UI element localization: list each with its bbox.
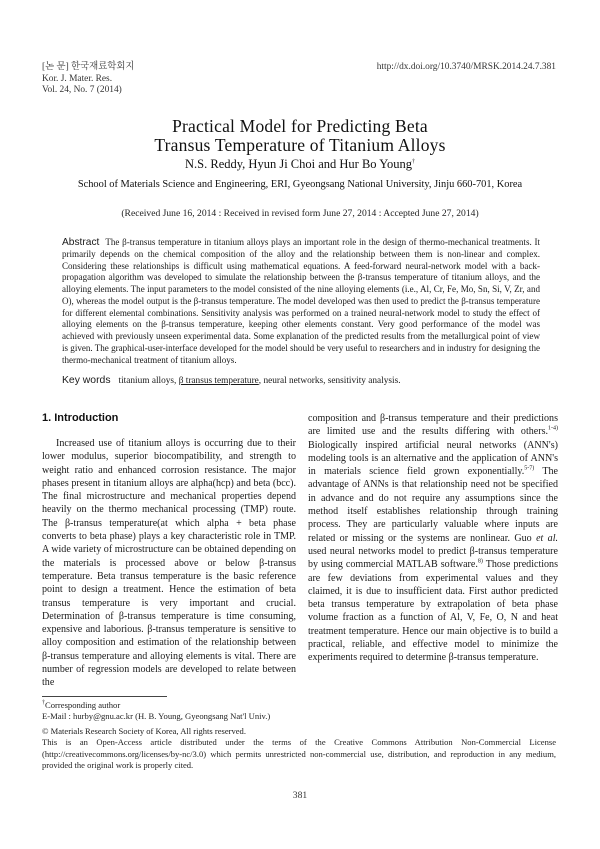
affiliation: School of Materials Science and Engineering, ERI, Gyeongsang National University, Jinju 660-701, Korea xyxy=(77,179,523,190)
intro-right-text-4: used neural networks model to predict β-transus temperature by using commercial MATLAB software. xyxy=(308,545,558,571)
title-line-1: Practical Model for Predicting Beta xyxy=(172,116,428,136)
citation-ref: 5-7) xyxy=(524,465,535,472)
keyword-underlined: β transus temperature xyxy=(178,376,259,386)
received-dates: (Received June 16, 2014 : Received in revised form June 27, 2014 : Accepted June 27, 2014) xyxy=(121,208,479,219)
citation-ref: 8) xyxy=(477,558,483,565)
keywords-label: Key words xyxy=(62,375,111,386)
intro-right-column xyxy=(308,412,558,665)
license-notice xyxy=(42,726,556,772)
page-number: 381 xyxy=(292,790,308,801)
author-list xyxy=(0,157,600,172)
abstract-label: Abstract xyxy=(62,237,100,248)
journal-abbrev: Kor. J. Mater. Res. xyxy=(42,73,113,84)
intro-right-text-1: composition and β-transus temperature and their predictions are limited use and the results differing with others. xyxy=(308,413,558,438)
journal-korean-name: [논 문] 한국재료학회지 xyxy=(42,62,135,72)
corresponding-email: E-Mail : hurby@gnu.ac.kr (H. B. Young, Gyeongsang Nat'l Univ.) xyxy=(42,711,271,722)
abstract-text: The β-transus temperature in titanium alloys plays an important role in the design of thermo-mechanical treatments. It primarily depends on the chemical composition of the alloy and the relationship between them is non-linear and complex. Considering these relationships is difficult using mathematical equations. A feed-forward neural-network model with a back-propagation algorithm was developed to simulate the relationship between the β-transus temperature of titanium alloys, and the alloying elements. The input parameters to the model consisted of the nine alloying elements (i.e., Al, Cr, Fe, Mo, Sn, Si, V, Zr, and O), whereas the model output is the β-transus temperature. The model developed was then used to predict the β-transus temperature for different elemental combinations. Sensitivity analysis was performed on a trained neural-network model to study the effect of alloying elements on the β-transus temperature, keeping other elements constant. Very good performance of the model was achieved with previously unseen experimental data. Some explanation of the predicted results from the metallurgical point of view is given. The graphical-user-interface developed for the model should be very useful to researchers and in industry for designing the thermo-mechanical treatment of titanium alloys. xyxy=(62,237,540,365)
journal-header xyxy=(42,62,134,97)
et-al: et al. xyxy=(536,532,558,544)
corresponding-marker: † xyxy=(412,158,415,165)
intro-right-text-3: The advantage of ANNs is that relationship need not be specified in advance and do not require any assumptions since the method itself establishes relationship through training process. They are particularly valuable where inputs are related or missing or the systems are nonlinear. Guo xyxy=(308,466,558,544)
license-text: This is an Open-Access article distributed under the terms of the Creative Commons Attribution Non-Commercial License (http://creativecommons.org/licenses/by-nc/3.0) which permits unrestricted non-commercial use, distribution, and reproduction in any medium, provided the original work is properly cited. xyxy=(42,737,556,771)
footnote-marker: † xyxy=(42,700,45,707)
corresponding-author-label: Corresponding author xyxy=(45,700,121,710)
intro-right-text-2: Biologically inspired artificial neural networks (ANN's) modeling tools is an alternative and the application of ANN's in materials science field grown exponentially. xyxy=(308,439,558,478)
intro-left-column: Increased use of titanium alloys is occurring due to their lower modulus, superior biocompatibility, and strength to weight ratio and enhanced corrosion resistance. The major phases present in titanium alloys are alpha(hcp) and beta (bcc). The final microstructure and mechanical properties depend heavily on the thermo mechanical processing (TMP) route. The β-transus temperature(at which alpha + beta phase converts to beta phase) plays a key characteristic role in TMP. A wide variety of microstructure can be obtained depending on the materials is processed above or below β-transus temperature. Beta transus temperature is the basic reference point to design a treatment. Hence the estimation of beta transus temperature is very important and crucial. Determination of β-transus temperature is time consuming, expensive and laborious. β-transus temperature is sensitive to alloy composition and estimation of the relationship between β-transus temperature and alloying elements is vital. There are number of regression models are developed to relate between the xyxy=(42,438,296,689)
title-line-2: Transus Temperature of Titanium Alloys xyxy=(154,135,446,155)
copyright-line: © Materials Research Society of Korea, All rights reserved. xyxy=(42,726,246,736)
footnote xyxy=(42,700,270,723)
volume-issue: Vol. 24, No. 7 (2014) xyxy=(42,85,122,95)
keywords-before: titanium alloys, xyxy=(118,376,179,386)
keywords-after: , neural networks, sensitivity analysis. xyxy=(258,376,401,386)
section-heading-introduction: 1. Introduction xyxy=(42,412,119,424)
paper-title xyxy=(0,117,600,155)
author-names: N.S. Reddy, Hyun Ji Choi and Hur Bo Young xyxy=(185,157,412,171)
footnote-divider xyxy=(42,696,167,697)
keywords xyxy=(62,375,540,386)
doi-link[interactable]: http://dx.doi.org/10.3740/MRSK.2014.24.7.381 xyxy=(376,62,556,72)
citation-ref: 1-4) xyxy=(548,425,558,432)
intro-right-text-5: Those predictions are few deviations from experimental values and they claimed, it is due to insufficient data. First author predicted beta transus temperature by extrapolation of beta phase volume fraction as a function of Al, V, Fe, O, N and heat treatment temperature. Hence our main objective is to build a practical, reliable, and effective model to minimize the experiments required to determine β-transus temperature. xyxy=(308,559,558,664)
abstract xyxy=(62,237,540,366)
